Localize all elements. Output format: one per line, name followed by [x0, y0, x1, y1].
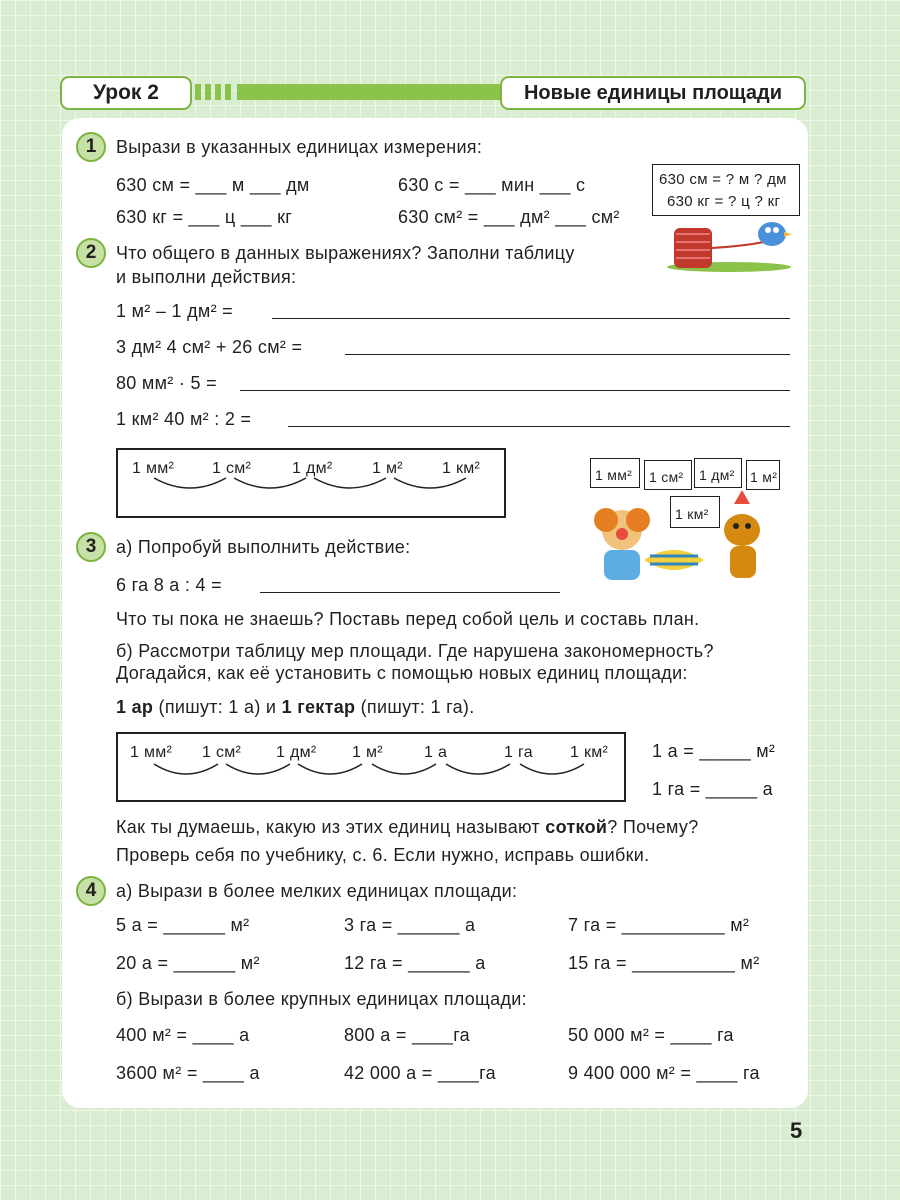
- answer-line[interactable]: [345, 354, 790, 355]
- task-4b-cell: 9 400 000 м² = ____ га: [568, 1063, 760, 1083]
- task-3a-expr: 6 га 8 а : 4 =: [116, 575, 222, 595]
- unit-cell: 1 га: [504, 744, 533, 761]
- task-4a-cell: 12 га = ______ а: [344, 953, 486, 973]
- relation-arcs: [148, 474, 468, 494]
- task-2-expr-4: 1 км² 40 м² : 2 =: [116, 409, 252, 429]
- unit-cell: 1 дм²: [292, 460, 333, 477]
- task-4a-cell: 5 а = ______ м²: [116, 915, 250, 935]
- task-3-eq-1: 1 а = _____ м²: [652, 741, 776, 761]
- task-1-prompt: Вырази в указанных единицах измерения:: [116, 137, 483, 157]
- task-4a-prompt: а) Вырази в более мелких единицах площади:: [116, 881, 518, 901]
- task-3a-prompt: а) Попробуй выполнить действие:: [116, 537, 411, 557]
- answer-line[interactable]: [272, 318, 790, 319]
- task-4a-cell: 7 га = __________ м²: [568, 915, 750, 935]
- task-4b-cell: 3600 м² = ____ а: [116, 1063, 260, 1083]
- task-1-number: 1: [76, 132, 106, 162]
- answer-line[interactable]: [260, 592, 560, 593]
- unit-table-1: [116, 448, 506, 518]
- unit-card: 1 см²: [644, 460, 692, 490]
- unit-cell: 1 см²: [202, 744, 242, 761]
- task-4a-cell: 20 а = ______ м²: [116, 953, 260, 973]
- yarn-bird-illustration: [664, 212, 794, 272]
- task-4b-cell: 42 000 а = ____га: [344, 1063, 496, 1083]
- unit-cell: 1 км²: [570, 744, 609, 761]
- task-4a-cell: 15 га = __________ м²: [568, 953, 760, 973]
- task-4b-prompt: б) Вырази в более крупных единицах площади:: [116, 989, 527, 1009]
- unit-cell: 1 а: [424, 744, 448, 761]
- task-4b-cell: 50 000 м² = ____ га: [568, 1025, 734, 1045]
- unit-cell: 1 км²: [442, 460, 481, 477]
- task-1-line-2a: 630 кг = ___ ц ___ кг: [116, 207, 293, 227]
- hint-line-2: 630 кг = ? ц ? кг: [667, 193, 781, 210]
- task-3b-line-2: Догадайся, как её установить с помощью новых единиц площади:: [116, 663, 688, 683]
- task-1-line-1b: 630 с = ___ мин ___ с: [398, 175, 586, 195]
- answer-line[interactable]: [288, 426, 790, 427]
- unit-card: 1 мм²: [590, 458, 640, 488]
- unit-cell: 1 м²: [372, 460, 403, 477]
- task-4b-cell: 400 м² = ____ а: [116, 1025, 250, 1045]
- unit-card: 1 км²: [670, 496, 720, 528]
- clown-dog-illustration: [584, 490, 784, 586]
- task-2-prompt-1: Что общего в данных выражениях? Заполни таблицу: [116, 243, 575, 263]
- hint-line-1: 630 см = ? м ? дм: [659, 171, 787, 188]
- unit-cell: 1 дм²: [276, 744, 317, 761]
- unit-cell: 1 м²: [352, 744, 383, 761]
- task-4a-cell: 3 га = ______ а: [344, 915, 476, 935]
- topic-title: Новые единицы площади: [500, 76, 806, 110]
- task-2-expr-1: 1 м² – 1 дм² =: [116, 301, 233, 321]
- hint-sign: [652, 164, 800, 216]
- task-3b-line-1: б) Рассмотри таблицу мер площади. Где нарушена закономерность?: [116, 641, 714, 661]
- task-3-conclusion-2: Проверь себя по учебнику, с. 6. Если нужно, исправь ошибки.: [116, 845, 650, 865]
- unit-card: 1 м²: [746, 460, 780, 490]
- task-3-conclusion-1: Как ты думаешь, какую из этих единиц называют соткой? Почему?: [116, 817, 699, 837]
- lesson-label: Урок 2: [60, 76, 192, 110]
- task-3-question: Что ты пока не знаешь? Поставь перед собой цель и составь план.: [116, 609, 700, 629]
- unit-cell: 1 см²: [212, 460, 252, 477]
- task-2-number: 2: [76, 238, 106, 268]
- task-2-prompt-2: и выполни действия:: [116, 267, 297, 287]
- unit-cell: 1 мм²: [132, 460, 175, 477]
- unit-table-2: [116, 732, 626, 802]
- task-2-expr-2: 3 дм² 4 см² + 26 см² =: [116, 337, 303, 357]
- task-1-line-2b: 630 см² = ___ дм² ___ см²: [398, 207, 620, 227]
- task-3-eq-2: 1 га = _____ а: [652, 779, 773, 799]
- task-1-line-1a: 630 см = ___ м ___ дм: [116, 175, 310, 195]
- task-3-number: 3: [76, 532, 106, 562]
- relation-arcs: [150, 760, 600, 780]
- answer-line[interactable]: [240, 390, 790, 391]
- task-2-expr-3: 80 мм² · 5 =: [116, 373, 217, 393]
- header-stripe: [195, 84, 500, 100]
- task-3b-line-3: 1 ар (пишут: 1 а) и 1 гектар (пишут: 1 га).: [116, 697, 475, 717]
- page-number: 5: [790, 1118, 803, 1143]
- unit-card: 1 дм²: [694, 458, 742, 488]
- task-4b-cell: 800 а = ____га: [344, 1025, 470, 1045]
- task-4-number: 4: [76, 876, 106, 906]
- unit-cell: 1 мм²: [130, 744, 173, 761]
